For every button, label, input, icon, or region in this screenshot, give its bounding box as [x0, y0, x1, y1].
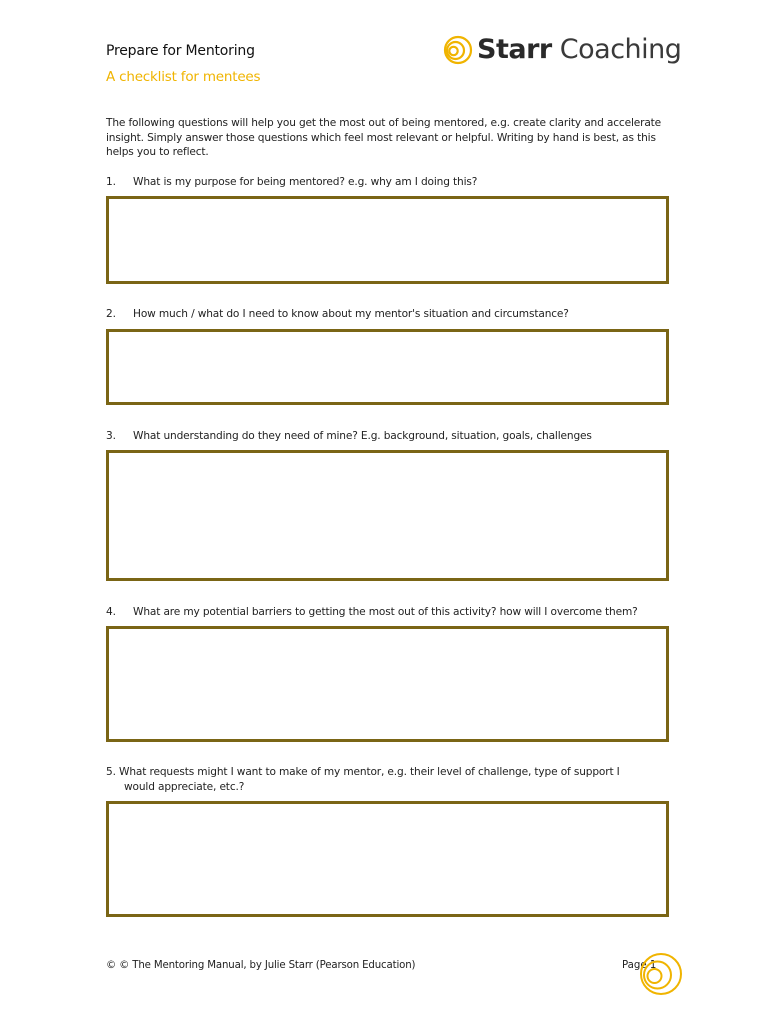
logo-word-starr: Starr — [477, 34, 552, 65]
question-text: What requests might I want to make of my mentor, e.g. their level of challenge, type of support I — [119, 766, 620, 778]
answer-box-4[interactable] — [106, 626, 669, 742]
question-number: 2. — [106, 308, 116, 320]
spiral-logo-icon — [443, 35, 473, 65]
footer-copyright: © © The Mentoring Manual, by Julie Starr (Pearson Education) — [106, 960, 416, 971]
answer-box-1[interactable] — [106, 196, 669, 284]
answer-box-3[interactable] — [106, 450, 669, 581]
question-text-continuation: would appreciate, etc.? — [124, 780, 245, 793]
question-text: What is my purpose for being mentored? e.g. why am I doing this? — [133, 176, 478, 188]
answer-box-2[interactable] — [106, 329, 669, 405]
question-text: How much / what do I need to know about my mentor's situation and circumstance? — [133, 308, 569, 320]
document-title: Prepare for Mentoring — [106, 43, 255, 59]
question-number: 5. — [106, 766, 116, 778]
question-text: What understanding do they need of mine? E.g. background, situation, goals, challenges — [133, 430, 592, 442]
question-4 — [106, 605, 638, 620]
logo-wordmark — [477, 30, 681, 70]
question-text: What are my potential barriers to getting the most out of this activity? how will I overcome them? — [133, 606, 638, 618]
question-number: 4. — [106, 606, 116, 618]
document-subtitle: A checklist for mentees — [106, 69, 261, 85]
question-3 — [106, 429, 592, 444]
footer-spiral-icon — [638, 951, 684, 1001]
answer-box-5[interactable] — [106, 801, 669, 917]
starr-coaching-logo — [443, 30, 681, 70]
intro-paragraph: The following questions will help you get the most out of being mentored, e.g. create clarity and accelerate insight. Simply answer those questions which feel most relevant or helpful. Writing by hand is best, as this helps you to reflect. — [106, 117, 662, 158]
logo-word-coaching: Coaching — [559, 34, 682, 65]
question-number: 1. — [106, 176, 116, 188]
question-1 — [106, 175, 477, 190]
question-5 — [106, 765, 666, 794]
question-2 — [106, 307, 569, 322]
question-number: 3. — [106, 430, 116, 442]
page-number: Page 1 — [622, 960, 657, 971]
